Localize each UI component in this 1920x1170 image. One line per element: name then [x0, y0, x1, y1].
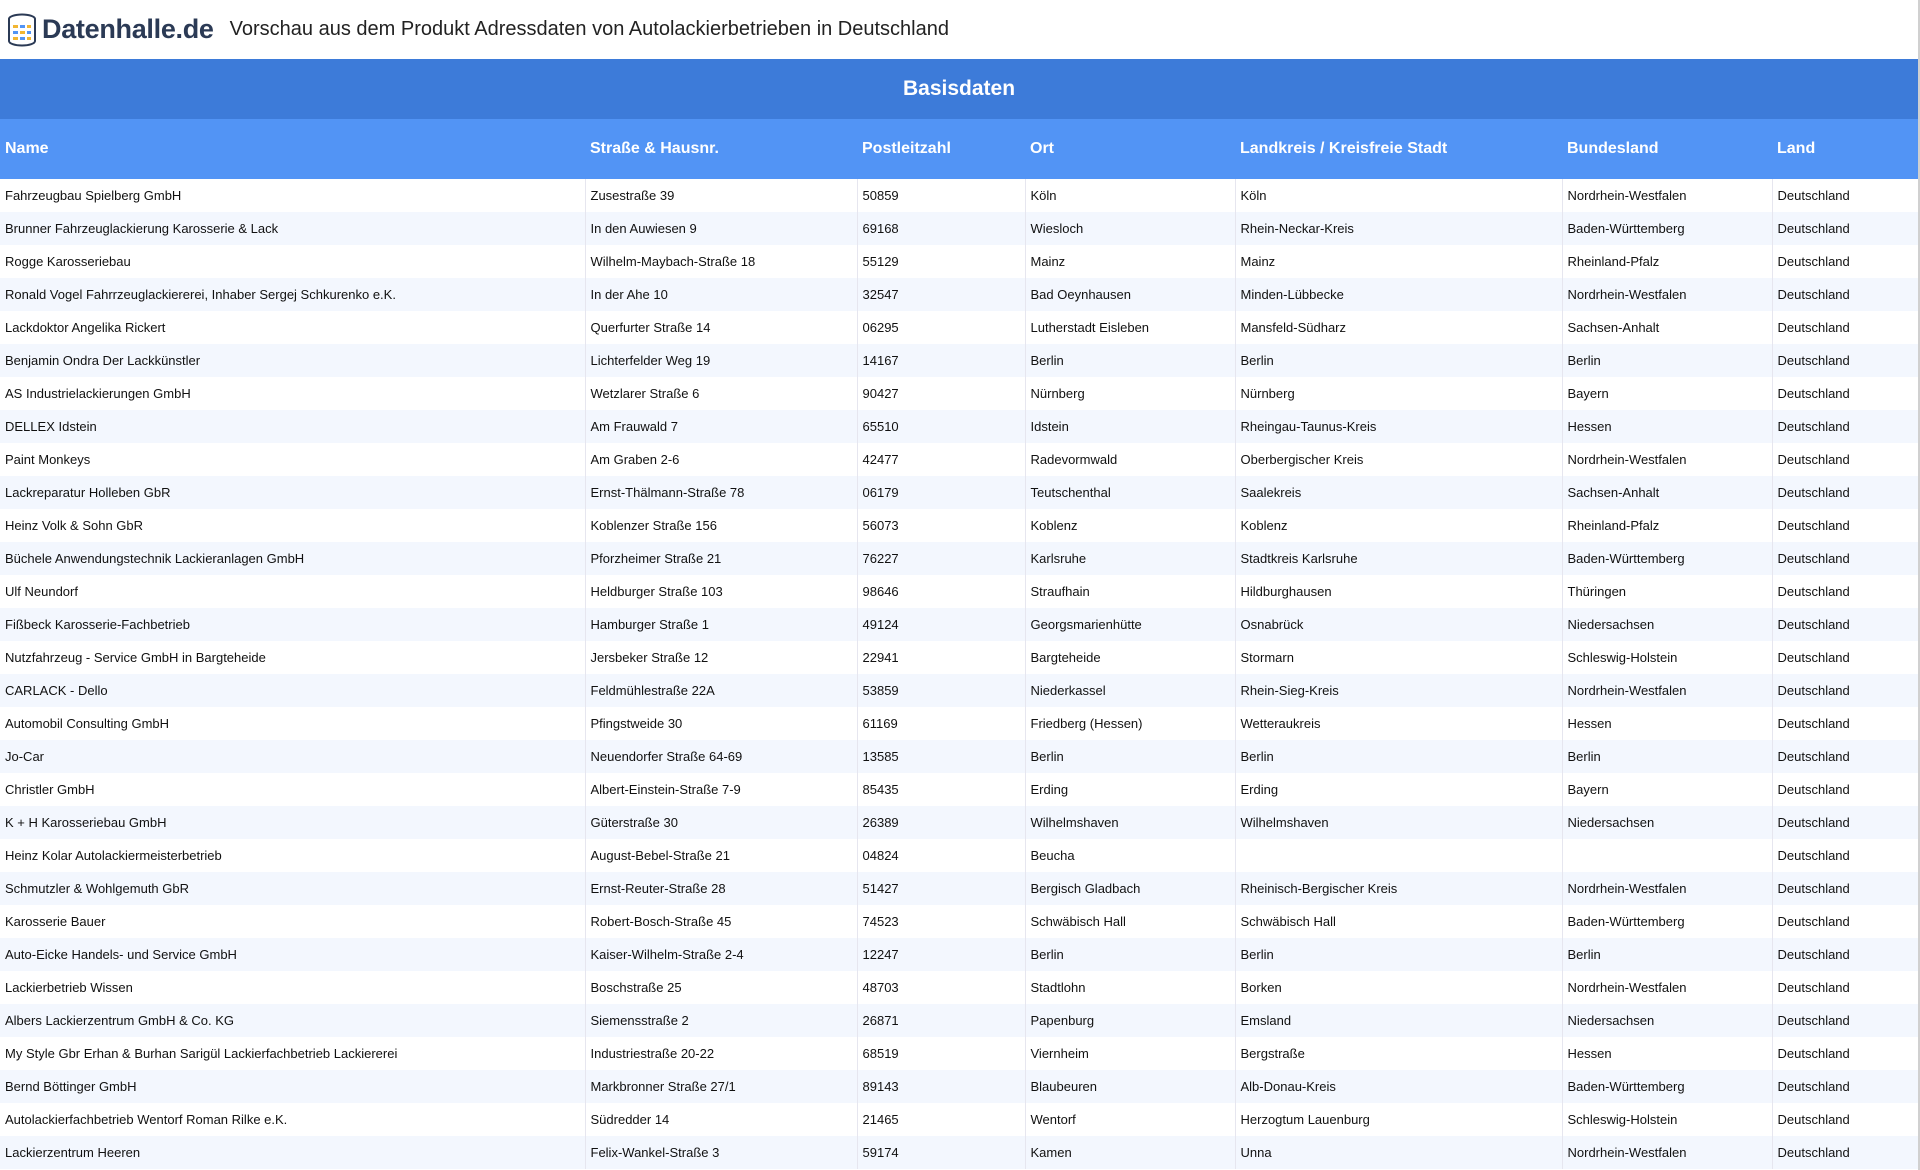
table-cell: Nordrhein-Westfalen	[1562, 179, 1772, 212]
table-cell: 32547	[857, 278, 1025, 311]
table-cell: Heinz Volk & Sohn GbR	[0, 509, 585, 542]
column-header: Landkreis / Kreisfreie Stadt	[1235, 119, 1562, 179]
table-cell: Deutschland	[1772, 740, 1918, 773]
table-cell: Deutschland	[1772, 410, 1918, 443]
table-cell: Niederkassel	[1025, 674, 1235, 707]
table-cell: Osnabrück	[1235, 608, 1562, 641]
table-cell: Büchele Anwendungstechnik Lackieranlagen GmbH	[0, 542, 585, 575]
table-cell: Karosserie Bauer	[0, 905, 585, 938]
table-cell: Baden-Württemberg	[1562, 212, 1772, 245]
table-cell: Wilhelmshaven	[1025, 806, 1235, 839]
table-cell: 12247	[857, 938, 1025, 971]
table-cell: Berlin	[1235, 344, 1562, 377]
column-header: Postleitzahl	[857, 119, 1025, 179]
table-cell: Lackierbetrieb Wissen	[0, 971, 585, 1004]
table-cell: Hamburger Straße 1	[585, 608, 857, 641]
table-cell: Jo-Car	[0, 740, 585, 773]
table-cell: Automobil Consulting GmbH	[0, 707, 585, 740]
table-cell: Am Frauwald 7	[585, 410, 857, 443]
table-cell: Saalekreis	[1235, 476, 1562, 509]
table-cell: Rheingau-Taunus-Kreis	[1235, 410, 1562, 443]
table-cell: Niedersachsen	[1562, 608, 1772, 641]
table-cell: Zusestraße 39	[585, 179, 857, 212]
table-cell: 21465	[857, 1103, 1025, 1136]
table-cell: Deutschland	[1772, 1004, 1918, 1037]
table-cell: 56073	[857, 509, 1025, 542]
table-cell: Schwäbisch Hall	[1025, 905, 1235, 938]
table-cell: Deutschland	[1772, 707, 1918, 740]
table-cell: Bad Oeynhausen	[1025, 278, 1235, 311]
table-cell: Deutschland	[1772, 575, 1918, 608]
table-row	[0, 740, 1918, 773]
table-row	[0, 1103, 1918, 1136]
table-cell: Friedberg (Hessen)	[1025, 707, 1235, 740]
table-cell: Sachsen-Anhalt	[1562, 311, 1772, 344]
table-row	[0, 707, 1918, 740]
table-cell: Nordrhein-Westfalen	[1562, 1136, 1772, 1169]
table-cell: Berlin	[1562, 938, 1772, 971]
table-cell: Deutschland	[1772, 1037, 1918, 1070]
data-table	[0, 59, 1918, 1169]
table-cell: Hildburghausen	[1235, 575, 1562, 608]
table-cell: Schmutzler & Wohlgemuth GbR	[0, 872, 585, 905]
table-cell: Rheinisch-Bergischer Kreis	[1235, 872, 1562, 905]
table-cell: Deutschland	[1772, 179, 1918, 212]
table-cell: Deutschland	[1772, 773, 1918, 806]
table-cell: 65510	[857, 410, 1025, 443]
table-cell: Stadtlohn	[1025, 971, 1235, 1004]
table-row	[0, 278, 1918, 311]
table-cell: Minden-Lübbecke	[1235, 278, 1562, 311]
table-cell: Deutschland	[1772, 806, 1918, 839]
table-cell: Siemensstraße 2	[585, 1004, 857, 1037]
table-cell: Wiesloch	[1025, 212, 1235, 245]
table-cell: Deutschland	[1772, 278, 1918, 311]
table-cell: 50859	[857, 179, 1025, 212]
table-cell: Koblenz	[1025, 509, 1235, 542]
table-cell: 55129	[857, 245, 1025, 278]
table-cell: Deutschland	[1772, 344, 1918, 377]
table-cell: 69168	[857, 212, 1025, 245]
table-cell	[1235, 839, 1562, 872]
table-row	[0, 179, 1918, 212]
table-cell: Radevormwald	[1025, 443, 1235, 476]
table-cell: Bergstraße	[1235, 1037, 1562, 1070]
table-cell: Wetzlarer Straße 6	[585, 377, 857, 410]
table-cell: Deutschland	[1772, 641, 1918, 674]
table-cell: Wentorf	[1025, 1103, 1235, 1136]
table-cell: Wilhelmshaven	[1235, 806, 1562, 839]
table-cell: Bergisch Gladbach	[1025, 872, 1235, 905]
table-cell: 06179	[857, 476, 1025, 509]
table-cell: Markbronner Straße 27/1	[585, 1070, 857, 1103]
table-cell: Boschstraße 25	[585, 971, 857, 1004]
table-cell: DELLEX Idstein	[0, 410, 585, 443]
table-cell: Benjamin Ondra Der Lackkünstler	[0, 344, 585, 377]
table-cell: Beucha	[1025, 839, 1235, 872]
table-cell: Heinz Kolar Autolackiermeisterbetrieb	[0, 839, 585, 872]
table-cell: Am Graben 2-6	[585, 443, 857, 476]
table-cell: My Style Gbr Erhan & Burhan Sarigül Lackierfachbetrieb Lackiererei	[0, 1037, 585, 1070]
table-cell: Industriestraße 20-22	[585, 1037, 857, 1070]
table-cell: 22941	[857, 641, 1025, 674]
table-cell: Lackierzentrum Heeren	[0, 1136, 585, 1169]
table-row	[0, 1070, 1918, 1103]
table-row	[0, 641, 1918, 674]
table-row	[0, 773, 1918, 806]
table-cell: Köln	[1025, 179, 1235, 212]
table-cell: Pfingstweide 30	[585, 707, 857, 740]
table-row	[0, 608, 1918, 641]
table-cell: Lutherstadt Eisleben	[1025, 311, 1235, 344]
table-cell: Güterstraße 30	[585, 806, 857, 839]
section-title: Basisdaten	[0, 59, 1918, 119]
table-cell: Mainz	[1235, 245, 1562, 278]
table-cell: Borken	[1235, 971, 1562, 1004]
table-cell: Baden-Württemberg	[1562, 542, 1772, 575]
table-row	[0, 344, 1918, 377]
table-row	[0, 212, 1918, 245]
table-cell: Deutschland	[1772, 245, 1918, 278]
table-row	[0, 311, 1918, 344]
table-cell: Rheinland-Pfalz	[1562, 509, 1772, 542]
table-cell: Straufhain	[1025, 575, 1235, 608]
table-cell: Deutschland	[1772, 674, 1918, 707]
table-cell: Schleswig-Holstein	[1562, 641, 1772, 674]
table-row	[0, 905, 1918, 938]
table-cell: Fißbeck Karosserie-Fachbetrieb	[0, 608, 585, 641]
table-cell: Mainz	[1025, 245, 1235, 278]
table-cell: Brunner Fahrzeuglackierung Karosserie & Lack	[0, 212, 585, 245]
table-cell: Ernst-Thälmann-Straße 78	[585, 476, 857, 509]
page-title: Vorschau aus dem Produkt Adressdaten von Autolackierbetrieben in Deutschland	[229, 18, 949, 40]
table-cell: Deutschland	[1772, 1070, 1918, 1103]
site-logo[interactable]	[6, 13, 214, 47]
table-cell: 26871	[857, 1004, 1025, 1037]
table-cell: Ernst-Reuter-Straße 28	[585, 872, 857, 905]
table-row	[0, 971, 1918, 1004]
table-cell: Lackdoktor Angelika Rickert	[0, 311, 585, 344]
table-cell: Nutzfahrzeug - Service GmbH in Bargteheide	[0, 641, 585, 674]
table-cell: 13585	[857, 740, 1025, 773]
table-row	[0, 443, 1918, 476]
table-cell: Querfurter Straße 14	[585, 311, 857, 344]
column-header: Bundesland	[1562, 119, 1772, 179]
column-header: Name	[0, 119, 585, 179]
table-cell: Nürnberg	[1235, 377, 1562, 410]
table-cell: Deutschland	[1772, 509, 1918, 542]
table-cell: Deutschland	[1772, 542, 1918, 575]
column-header: Land	[1772, 119, 1918, 179]
table-cell: Schwäbisch Hall	[1235, 905, 1562, 938]
table-cell: 26389	[857, 806, 1025, 839]
table-cell: Sachsen-Anhalt	[1562, 476, 1772, 509]
table-cell: Wetteraukreis	[1235, 707, 1562, 740]
table-cell: Nordrhein-Westfalen	[1562, 971, 1772, 1004]
table-cell: Hessen	[1562, 410, 1772, 443]
table-cell: 51427	[857, 872, 1025, 905]
column-header: Ort	[1025, 119, 1235, 179]
table-cell: Deutschland	[1772, 839, 1918, 872]
table-cell: Köln	[1235, 179, 1562, 212]
table-cell: Rheinland-Pfalz	[1562, 245, 1772, 278]
table-cell: Thüringen	[1562, 575, 1772, 608]
table-cell: Bargteheide	[1025, 641, 1235, 674]
table-cell: 53859	[857, 674, 1025, 707]
table-cell: Blaubeuren	[1025, 1070, 1235, 1103]
table-cell: 04824	[857, 839, 1025, 872]
table-cell: 61169	[857, 707, 1025, 740]
table-cell: Stormarn	[1235, 641, 1562, 674]
table-cell: Bayern	[1562, 773, 1772, 806]
table-cell: Autolackierfachbetrieb Wentorf Roman Rilke e.K.	[0, 1103, 585, 1136]
table-cell: Hessen	[1562, 707, 1772, 740]
table-cell: Oberbergischer Kreis	[1235, 443, 1562, 476]
table-cell: 42477	[857, 443, 1025, 476]
table-cell: Kaiser-Wilhelm-Straße 2-4	[585, 938, 857, 971]
table-cell: Alb-Donau-Kreis	[1235, 1070, 1562, 1103]
table-cell: Ulf Neundorf	[0, 575, 585, 608]
table-cell: Wilhelm-Maybach-Straße 18	[585, 245, 857, 278]
table-cell: Fahrzeugbau Spielberg GmbH	[0, 179, 585, 212]
table-cell: Deutschland	[1772, 608, 1918, 641]
table-cell: Rogge Karosseriebau	[0, 245, 585, 278]
table-row	[0, 377, 1918, 410]
table-cell: Rhein-Neckar-Kreis	[1235, 212, 1562, 245]
table-cell: Nürnberg	[1025, 377, 1235, 410]
table-cell: Rhein-Sieg-Kreis	[1235, 674, 1562, 707]
table-cell: Berlin	[1025, 938, 1235, 971]
table-cell: Herzogtum Lauenburg	[1235, 1103, 1562, 1136]
table-cell: Deutschland	[1772, 905, 1918, 938]
table-cell: Baden-Württemberg	[1562, 1070, 1772, 1103]
table-cell: Berlin	[1025, 740, 1235, 773]
table-cell: Erding	[1025, 773, 1235, 806]
table-cell: In den Auwiesen 9	[585, 212, 857, 245]
table-cell: Deutschland	[1772, 1136, 1918, 1169]
table-cell: 74523	[857, 905, 1025, 938]
table-cell: 68519	[857, 1037, 1025, 1070]
table-cell: Deutschland	[1772, 476, 1918, 509]
table-cell: Teutschenthal	[1025, 476, 1235, 509]
table-row	[0, 476, 1918, 509]
table-cell: 59174	[857, 1136, 1025, 1169]
table-cell: AS Industrielackierungen GmbH	[0, 377, 585, 410]
table-cell: 76227	[857, 542, 1025, 575]
table-cell: Bernd Böttinger GmbH	[0, 1070, 585, 1103]
table-cell: Georgsmarienhütte	[1025, 608, 1235, 641]
table-cell: Nordrhein-Westfalen	[1562, 443, 1772, 476]
table-cell: Nordrhein-Westfalen	[1562, 872, 1772, 905]
table-cell: Niedersachsen	[1562, 1004, 1772, 1037]
table-cell: Felix-Wankel-Straße 3	[585, 1136, 857, 1169]
table-row	[0, 1004, 1918, 1037]
table-cell: Berlin	[1235, 938, 1562, 971]
table-cell: Baden-Württemberg	[1562, 905, 1772, 938]
table-cell: 49124	[857, 608, 1025, 641]
table-row	[0, 839, 1918, 872]
table-cell: Albers Lackierzentrum GmbH & Co. KG	[0, 1004, 585, 1037]
table-cell: Deutschland	[1772, 443, 1918, 476]
table-cell: 98646	[857, 575, 1025, 608]
column-header: Straße & Hausnr.	[585, 119, 857, 179]
table-cell: 14167	[857, 344, 1025, 377]
table-cell: Mansfeld-Südharz	[1235, 311, 1562, 344]
table-cell: Nordrhein-Westfalen	[1562, 674, 1772, 707]
table-cell: Viernheim	[1025, 1037, 1235, 1070]
table-cell: Deutschland	[1772, 971, 1918, 1004]
table-cell: 06295	[857, 311, 1025, 344]
table-cell: Robert-Bosch-Straße 45	[585, 905, 857, 938]
table-cell: Erding	[1235, 773, 1562, 806]
table-cell: Unna	[1235, 1136, 1562, 1169]
table-cell: 89143	[857, 1070, 1025, 1103]
table-cell: Niedersachsen	[1562, 806, 1772, 839]
table-cell: Bayern	[1562, 377, 1772, 410]
table-cell: 48703	[857, 971, 1025, 1004]
table-cell: Deutschland	[1772, 377, 1918, 410]
table-cell: Schleswig-Holstein	[1562, 1103, 1772, 1136]
table-cell: Christler GmbH	[0, 773, 585, 806]
table-cell: Idstein	[1025, 410, 1235, 443]
table-cell: Jersbeker Straße 12	[585, 641, 857, 674]
table-cell: Deutschland	[1772, 1103, 1918, 1136]
table-cell: Pforzheimer Straße 21	[585, 542, 857, 575]
table-cell: Deutschland	[1772, 872, 1918, 905]
table-cell: Auto-Eicke Handels- und Service GmbH	[0, 938, 585, 971]
table-row	[0, 938, 1918, 971]
table-cell: August-Bebel-Straße 21	[585, 839, 857, 872]
table-cell: Kamen	[1025, 1136, 1235, 1169]
table-cell: Berlin	[1562, 344, 1772, 377]
table-cell: Koblenzer Straße 156	[585, 509, 857, 542]
table-cell: Lackreparatur Holleben GbR	[0, 476, 585, 509]
table-row	[0, 806, 1918, 839]
table-cell: CARLACK - Dello	[0, 674, 585, 707]
table-row	[0, 1037, 1918, 1070]
table-row	[0, 872, 1918, 905]
table-row	[0, 245, 1918, 278]
table-cell: Lichterfelder Weg 19	[585, 344, 857, 377]
table-cell: Ronald Vogel Fahrrzeuglackiererei, Inhaber Sergej Schkurenko e.K.	[0, 278, 585, 311]
table-cell: Koblenz	[1235, 509, 1562, 542]
table-cell: Berlin	[1235, 740, 1562, 773]
table-row	[0, 674, 1918, 707]
table-cell: Berlin	[1562, 740, 1772, 773]
table-cell: Karlsruhe	[1025, 542, 1235, 575]
table-cell: Neuendorfer Straße 64-69	[585, 740, 857, 773]
table-cell: In der Ahe 10	[585, 278, 857, 311]
table-cell: Deutschland	[1772, 311, 1918, 344]
table-row	[0, 575, 1918, 608]
table-row	[0, 542, 1918, 575]
table-row	[0, 410, 1918, 443]
table-cell: Paint Monkeys	[0, 443, 585, 476]
table-cell: 90427	[857, 377, 1025, 410]
table-cell: Deutschland	[1772, 938, 1918, 971]
table-cell: Emsland	[1235, 1004, 1562, 1037]
table-cell: Stadtkreis Karlsruhe	[1235, 542, 1562, 575]
table-row	[0, 509, 1918, 542]
table-cell: Feldmühlestraße 22A	[585, 674, 857, 707]
database-icon	[6, 13, 38, 47]
table-cell: Berlin	[1025, 344, 1235, 377]
table-cell	[1562, 839, 1772, 872]
logo-text: Datenhalle.de	[42, 14, 214, 44]
table-cell: Deutschland	[1772, 212, 1918, 245]
table-cell: 85435	[857, 773, 1025, 806]
table-cell: Südredder 14	[585, 1103, 857, 1136]
table-cell: K + H Karosseriebau GmbH	[0, 806, 585, 839]
table-cell: Heldburger Straße 103	[585, 575, 857, 608]
table-cell: Nordrhein-Westfalen	[1562, 278, 1772, 311]
table-cell: Hessen	[1562, 1037, 1772, 1070]
table-cell: Papenburg	[1025, 1004, 1235, 1037]
header	[0, 0, 1920, 59]
table-cell: Albert-Einstein-Straße 7-9	[585, 773, 857, 806]
table-row	[0, 1136, 1918, 1169]
